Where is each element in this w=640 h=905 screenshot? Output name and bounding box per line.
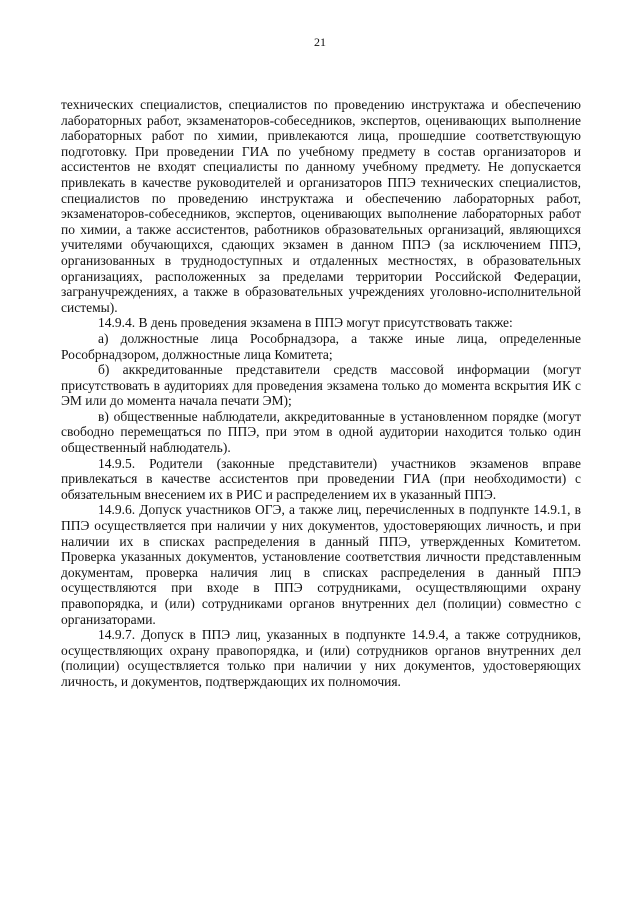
paragraph-continuation: технических специалистов, специалистов по проведению инструктажа и обеспечению лабораторных работ, экзаменаторов-собеседников, экспертов, оценивающих выполнение лабораторных работ по химии, привлекаются лица, прошедшие соответствующую подготовку. При проведении ГИА по учебному предмету в состав организаторов и ассистентов не входят специалисты по данному учебному предмету. Не допускается привлекать в качестве руководителей и организаторов ППЭ технических специалистов, специалистов по проведению инструктажа и обеспечению лабораторных работ, экзаменаторов-собеседников, экспертов, оценивающих выполнение лабораторных работ по химии, а также ассистентов, работников образовательных организаций, являющихся учителями обучающихся, сдающих экзамен в данном ППЭ (за исключением ППЭ, организованных в труднодоступных и отдаленных местностях, в образовательных организациях, расположенных за пределами территории Российской Федерации, загранучреждениях, а также в образовательных учреждениях уголовно-исполнительной системы). [61, 97, 581, 315]
page-number: 21 [314, 35, 326, 49]
paragraph-14-9-4: 14.9.4. В день проведения экзамена в ППЭ могут присутствовать также: [98, 315, 513, 331]
paragraph-14-9-5: 14.9.5. Родители (законные представители) участников экзаменов вправе привлекаться в качестве ассистентов при проведении ГИА (при необходимости) с обязательным внесением их в РИС и распределением их в указанный ППЭ. [61, 455, 581, 502]
paragraph-14-9-4-b: б) аккредитованные представители средств массовой информации (могут присутствовать в аудиториях для проведения экзамена только до момента вскрытия ИК с ЭМ или до момента начала печати ЭМ); [61, 362, 581, 409]
paragraph-14-9-6: 14.9.6. Допуск участников ОГЭ, а также лиц, перечисленных в подпункте 14.9.1, в ППЭ осуществляется при наличии у них документов, удостоверяющих личность, и при наличии их в списках распределения в данный ППЭ, утвержденных Комитетом. Проверка указанных документов, установление соответствия личности представленным документам, проверка наличия лиц в списках распределения в данный ППЭ осуществляются при входе в ППЭ сотрудниками, осуществляющими охрану правопорядка, и (или) сотрудниками органов внутренних дел (полиции) совместно с организаторами. [61, 502, 581, 627]
paragraph-14-9-4-a: а) должностные лица Рособрнадзора, а также иные лица, определенные Рособрнадзором, должностные лица Комитета; [61, 330, 581, 362]
paragraph-14-9-4-v: в) общественные наблюдатели, аккредитованные в установленном порядке (могут свободно перемещаться по ППЭ, при этом в одной аудитории находится только один общественный наблюдатель). [61, 408, 581, 456]
document-body [61, 97, 581, 690]
paragraph-14-9-7: 14.9.7. Допуск в ППЭ лиц, указанных в подпункте 14.9.4, а также сотрудников, осуществляющих охрану правопорядка, и (или) сотрудников органов внутренних дел (полиции) осуществляется только при наличии у них документов, удостоверяющих личность, и документов, подтверждающих их полномочия. [61, 627, 581, 689]
